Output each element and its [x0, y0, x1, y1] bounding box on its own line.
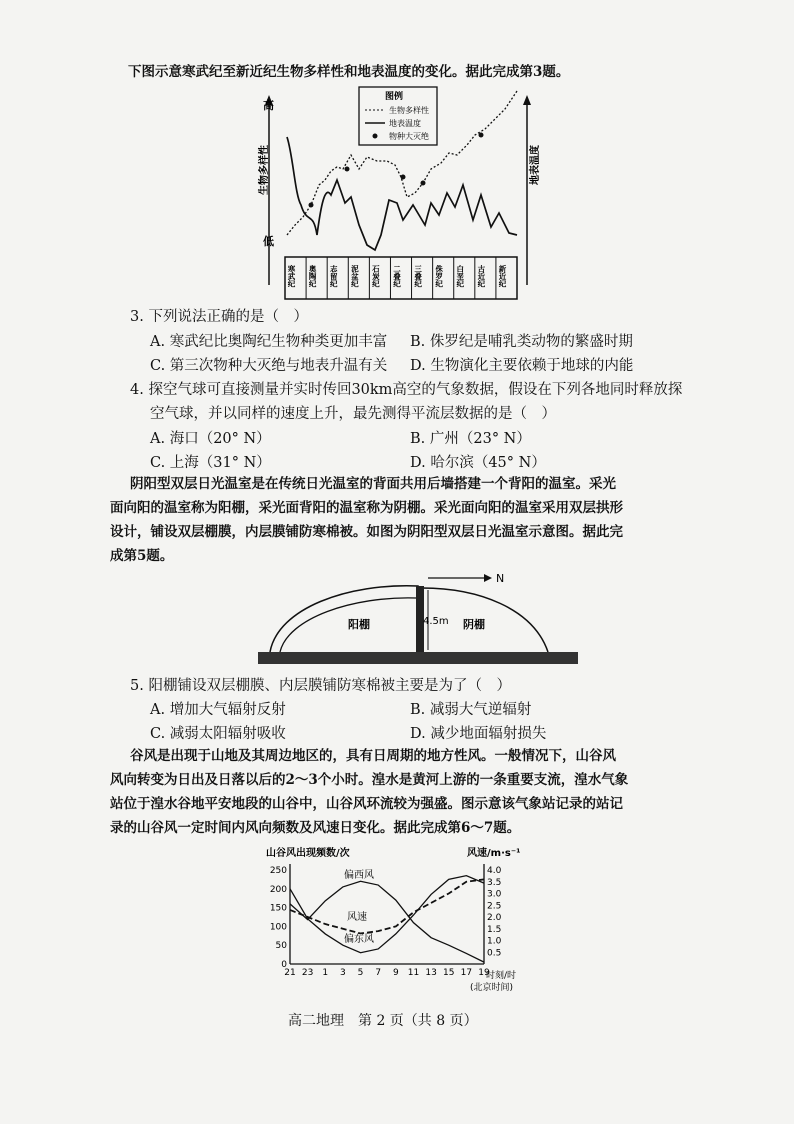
q4-stem-line2: 空气球，并以同样的速度上升，最先测得平流层数据的是（ ）: [150, 406, 556, 422]
valley-wind-chart: [262, 842, 542, 997]
q5-option-a: A. 增加大气辐射反射: [150, 702, 286, 718]
low-label-left: 低: [263, 235, 274, 248]
period-label: 三叠纪: [413, 265, 423, 288]
y-tick-label: 200: [269, 884, 287, 895]
x-tick-label: 19: [478, 968, 490, 978]
right-axis-label: 地表温度: [530, 145, 541, 185]
y2-tick-label: 1.0: [487, 936, 502, 947]
period-label: 古近纪: [476, 265, 486, 288]
intro-q3: 下图示意寒武纪至新近纪生物多样性和地表温度的变化。据此完成第3题。: [128, 64, 570, 80]
period-label: 泥盆纪: [350, 265, 360, 288]
legend-title: 图例: [385, 92, 404, 102]
x-tick-label: 1: [322, 968, 329, 978]
q5-option-d: D. 减少地面辐射损失: [410, 726, 547, 742]
x-tick-label: 7: [375, 968, 382, 978]
legend-extinction: 物种大灭绝: [389, 132, 429, 141]
q5-option-b: B. 减弱大气逆辐射: [410, 702, 532, 718]
x-tick-label: 13: [425, 968, 437, 978]
x-tick-label: 15: [443, 968, 455, 978]
y-tick-label: 50: [275, 941, 287, 952]
y-tick-label: 250: [269, 866, 287, 876]
period-label: 侏罗纪: [434, 265, 444, 288]
period-label: 志留纪: [329, 265, 339, 288]
period-label: 寒武纪: [287, 265, 297, 288]
intro-q5-line4: 成第5题。: [110, 548, 174, 564]
q3-option-c: C. 第三次物种大灭绝与地表升温有关: [150, 358, 388, 374]
x-tick-label: 5: [357, 968, 364, 978]
intro-q5-line1: 阴阳型双层日光温室是在传统日光温室的背面共用后墙搭建一个背阳的温室。采光: [130, 476, 616, 492]
period-label: 石炭纪: [371, 265, 381, 288]
series-label-west: 偏西风: [344, 870, 374, 881]
series-line-1: [290, 876, 484, 953]
x-axis-note: (北京时间): [470, 983, 514, 993]
q3-option-a: A. 寒武纪比奥陶纪生物种类更加丰富: [150, 334, 388, 350]
q4-option-d: D. 哈尔滨（45° N）: [410, 455, 546, 471]
period-label: 新近纪: [497, 265, 507, 288]
intro-q6-line2: 风向转变为日出及日落以后的2～3个小时。湟水是黄河上游的一条重要支流，湟水气象: [110, 772, 629, 788]
x-tick-label: 17: [460, 968, 473, 978]
intro-q5-line3: 设计，铺设双层棚膜，内层膜铺防寒棉被。如图为阴阳型双层日光温室示意图。据此完: [110, 524, 623, 540]
y2-tick-label: 2.5: [487, 901, 502, 912]
north-label: N: [496, 572, 505, 585]
x-tick-label: 11: [407, 968, 420, 978]
yang-label: 阳棚: [348, 618, 370, 631]
x-tick-label: 3: [340, 968, 346, 978]
high-label-left: 高: [263, 99, 274, 112]
yin-label: 阴棚: [463, 618, 485, 631]
series-line-2: [290, 879, 484, 933]
q4-option-b: B. 广州（23° N）: [410, 431, 531, 447]
q3-option-d: D. 生物演化主要依赖于地球的内能: [410, 358, 634, 374]
y2-axis-label: 风速/m·s⁻¹: [467, 848, 521, 859]
y-tick-label: 0: [281, 960, 287, 970]
y2-tick-label: 3.5: [487, 877, 502, 888]
x-axis-label: 时刻/时: [486, 971, 517, 981]
y2-tick-label: 0.5: [487, 948, 502, 959]
y-tick-label: 150: [269, 903, 287, 914]
period-label: 白垩纪: [455, 265, 465, 288]
intro-q6-line1: 谷风是出现于山地及其周边地区的，具有日周期的地方性风。一般情况下，山谷风: [130, 748, 616, 764]
x-tick-label: 9: [392, 968, 399, 978]
legend-biodiversity: 生物多样性: [389, 106, 429, 115]
q3-stem: 3. 下列说法正确的是（ ）: [130, 309, 308, 325]
y2-tick-label: 3.0: [487, 889, 502, 900]
x-tick-label: 23: [301, 968, 314, 978]
intro-q6-line3: 站位于湟水谷地平安地段的山谷中，山谷风环流较为强盛。图示意该气象站记录的站记: [110, 796, 623, 812]
period-label: 奥陶纪: [308, 265, 318, 288]
height-label: 4.5m: [423, 616, 449, 627]
greenhouse-diagram: [258, 568, 578, 670]
intro-q6-line4: 录的山谷风一定时间内风向频数及风速日变化。据此完成第6～7题。: [110, 820, 521, 836]
y-tick-label: 100: [269, 922, 287, 933]
y2-tick-label: 1.5: [487, 924, 502, 935]
q5-option-c: C. 减弱太阳辐射吸收: [150, 726, 286, 742]
y2-tick-label: 4.0: [487, 866, 502, 876]
q5-stem: 5. 阳棚铺设双层棚膜、内层膜铺防寒棉被主要是为了（ ）: [130, 678, 511, 694]
q4-option-a: A. 海口（20° N）: [150, 431, 271, 447]
q3-option-b: B. 侏罗纪是哺乳类动物的繁盛时期: [410, 334, 633, 350]
page-footer: 高二地理 第 2 页（共 8 页）: [288, 1013, 478, 1029]
q4-stem-line1: 4. 探空气球可直接测量并实时传回30km高空的气象数据，假设在下列各地同时释放探: [130, 382, 683, 398]
series-label-east: 偏东风: [344, 934, 374, 945]
series-label-speed: 风速: [347, 912, 367, 923]
x-tick-label: 21: [284, 968, 296, 978]
y-axis-label: 山谷风出现频数/次: [266, 848, 350, 859]
biodiversity-temperature-figure: [255, 85, 541, 305]
legend-temperature: 地表温度: [389, 119, 421, 128]
y2-tick-label: 2.0: [487, 913, 502, 923]
intro-q5-line2: 面向阳的温室称为阳棚，采光面背阳的温室称为阴棚。采光面向阳的温室采用双层拱形: [110, 500, 623, 516]
left-axis-label: 生物多样性: [259, 145, 270, 195]
period-label: 二叠纪: [392, 265, 402, 288]
q4-option-c: C. 上海（31° N）: [150, 455, 271, 471]
